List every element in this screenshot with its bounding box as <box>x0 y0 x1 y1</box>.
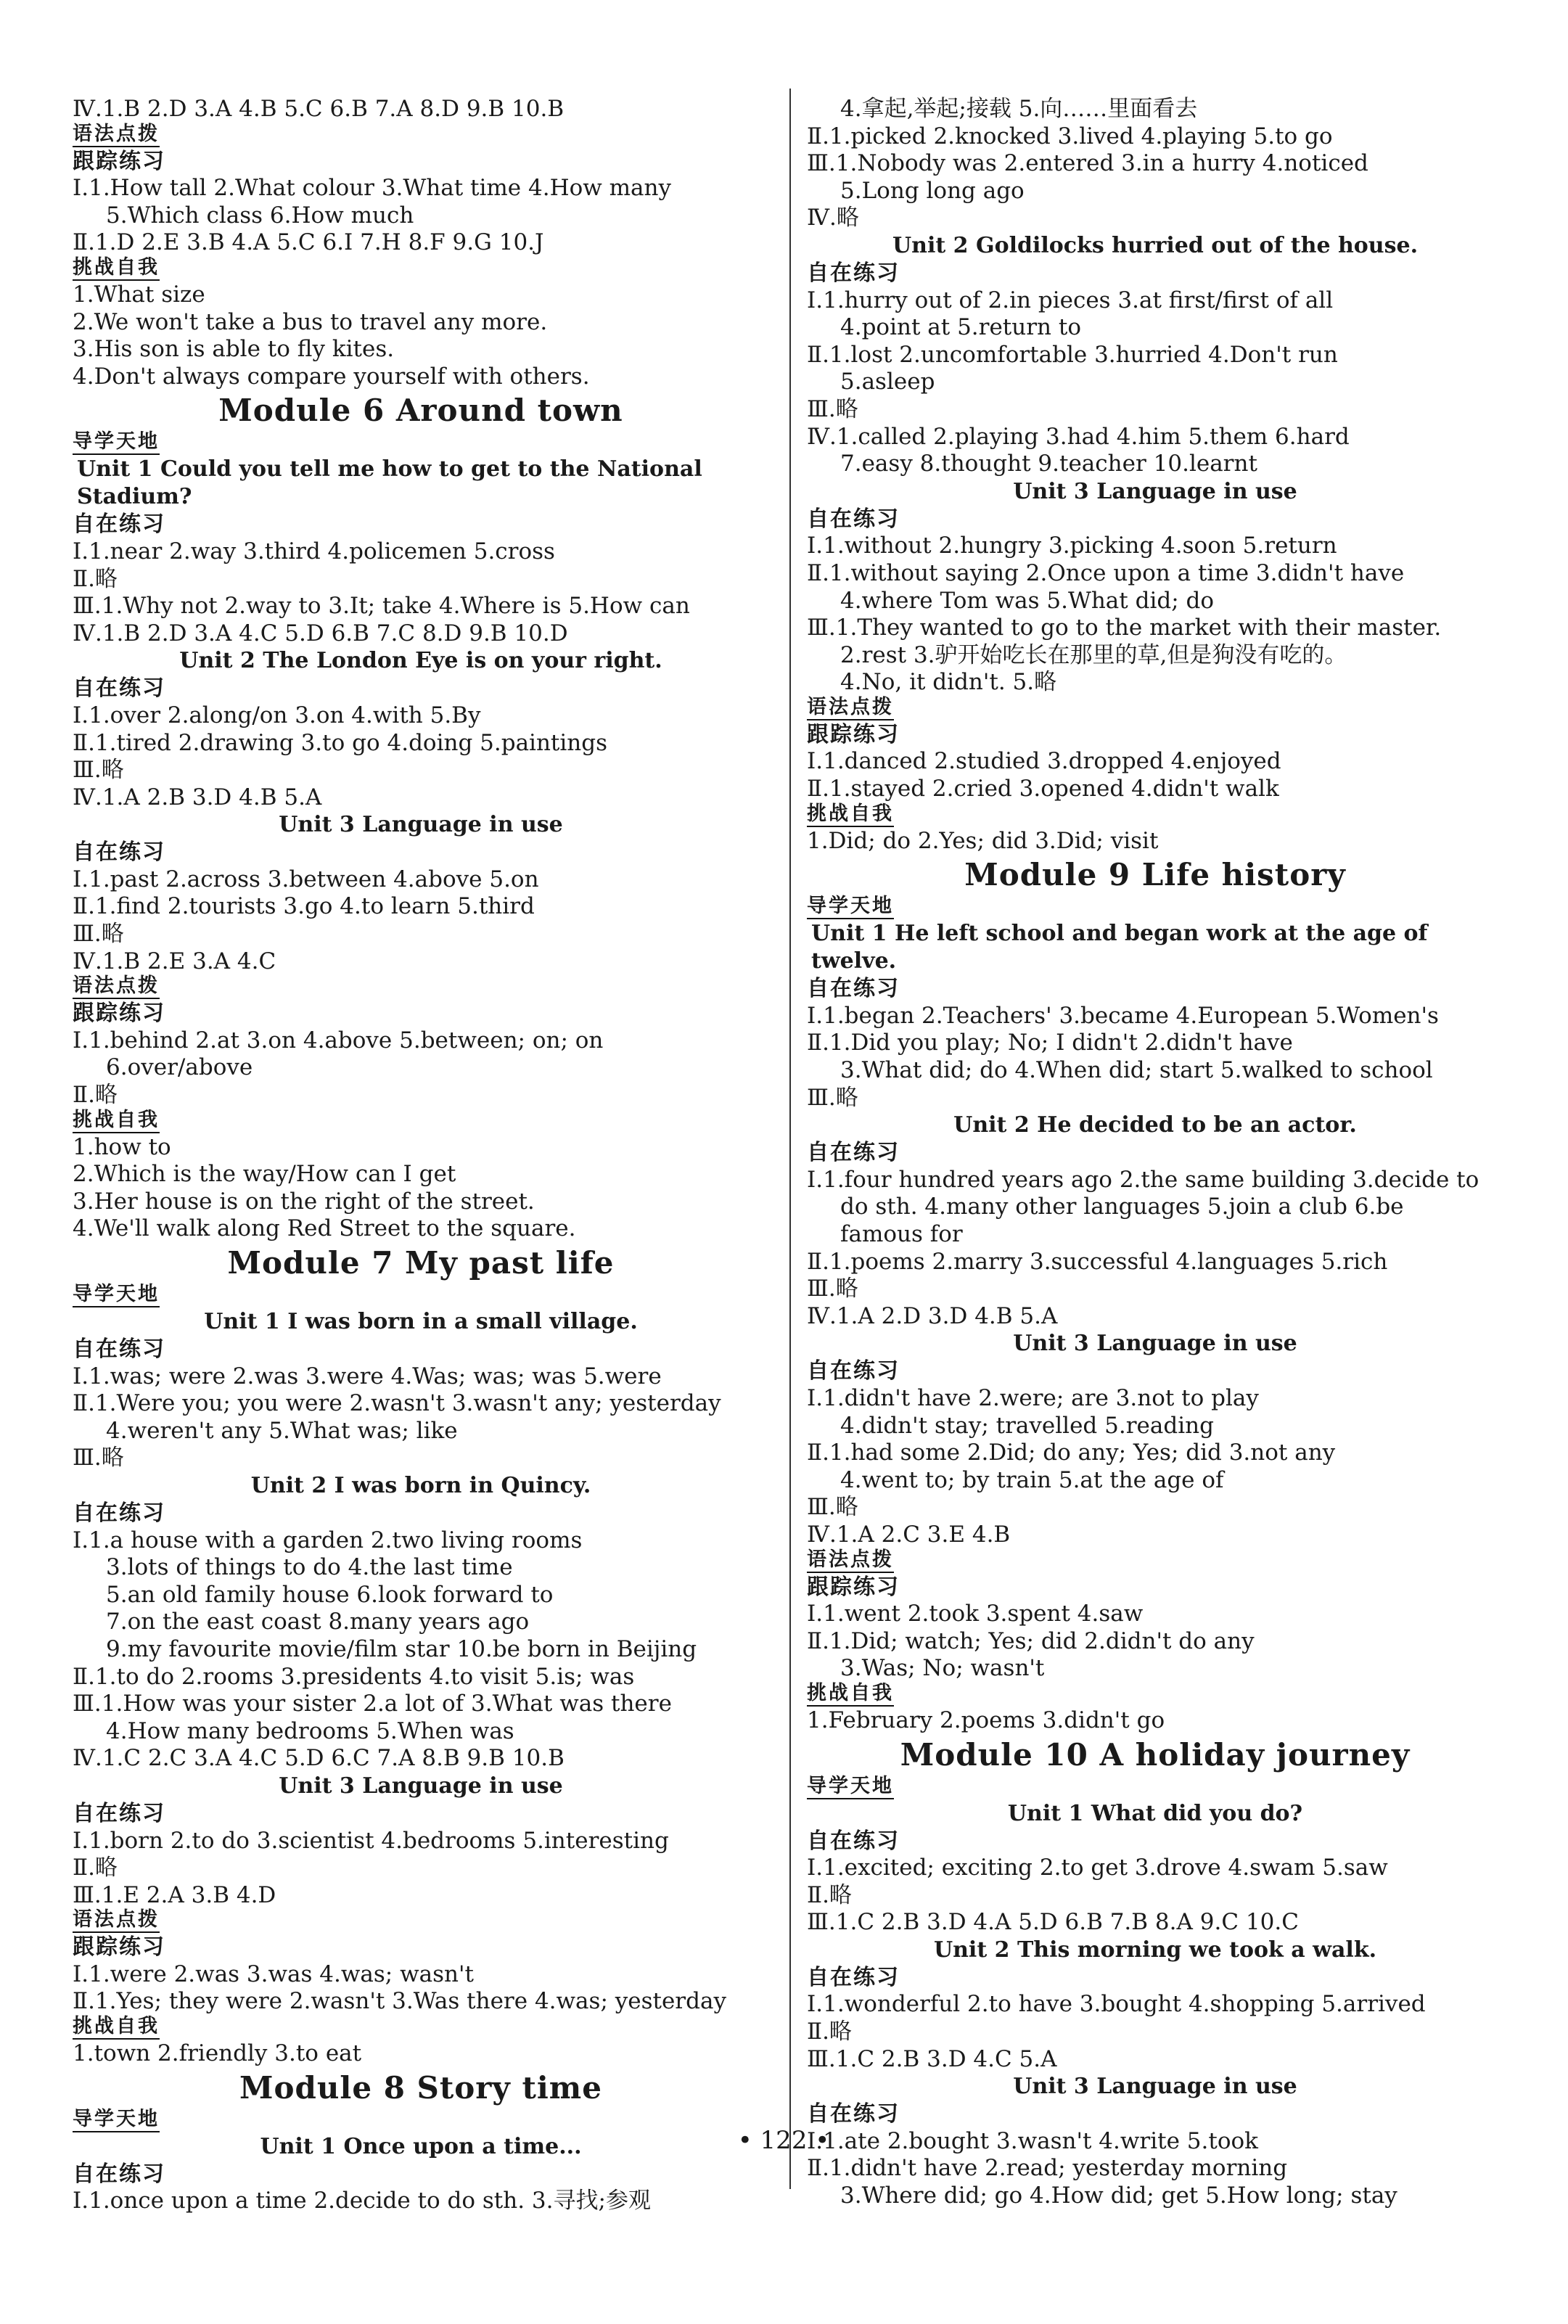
answer-line: Ⅰ.1.danced 2.studied 3.dropped 4.enjoyed <box>807 748 1281 775</box>
answer-line: Ⅰ.1.began 2.Teachers' 3.became 4.European 5.Women's <box>807 1002 1439 1029</box>
answer-line: Ⅰ.1.once upon a time 2.decide to do sth. 3.寻找;参观 <box>73 2188 651 2214</box>
answer-line: Ⅱ.1.tired 2.drawing 3.to go 4.doing 5.paintings <box>73 729 608 756</box>
answer-line: Ⅱ.1.lost 2.uncomfortable 3.hurried 4.Don't run <box>807 341 1338 368</box>
answer-line: 4.Don't always compare yourself with others. <box>73 363 590 390</box>
answer-line: 2.Which is the way/How can I get <box>73 1161 456 1188</box>
answer-line: 1.February 2.poems 3.didn't go <box>807 1707 1165 1733</box>
section-tag-text: 导学天地 <box>73 1283 160 1307</box>
answer-line: Ⅱ.1.Were you; you were 2.wasn't 3.wasn't any; yesterday <box>73 1390 721 1417</box>
section-tag <box>807 803 1503 828</box>
answer-line-continued: 3.What did; do 4.When did; start 5.walked to school <box>840 1057 1433 1084</box>
answer-line: Ⅱ.1.had some 2.Did; do any; Yes; did 3.not any <box>807 1440 1336 1466</box>
section-tag-text: 挑战自我 <box>807 1682 894 1707</box>
answer-line-continued: famous for <box>840 1221 963 1247</box>
section-tag-text: 导学天地 <box>807 895 894 919</box>
section-tag-text: 挑战自我 <box>807 802 894 827</box>
answer-line: Ⅱ.1.Did; watch; Yes; did 2.didn't do any <box>807 1627 1255 1654</box>
answer-line: Ⅲ.略 <box>807 1494 858 1521</box>
answer-line: Ⅰ.1.didn't have 2.were; are 3.not to play <box>807 1384 1259 1411</box>
section-tag-text: 语法点拨 <box>73 123 160 147</box>
answer-line: Ⅰ.1.born 2.to do 3.scientist 4.bedrooms 5.interesting <box>73 1827 669 1854</box>
section-tag <box>73 431 769 456</box>
answer-line: Ⅲ.略 <box>73 757 124 784</box>
answer-line: Ⅱ.1.stayed 2.cried 3.opened 4.didn't walk <box>807 776 1279 802</box>
unit-heading: Unit 1 He left school and began work at the age of twelve. <box>811 921 1428 974</box>
section-tag-text: 挑战自我 <box>73 1109 160 1133</box>
answer-line: 3.His son is able to fly kites. <box>73 336 395 363</box>
section-label: 自在练习 <box>73 2161 165 2187</box>
section-tag <box>807 895 1503 920</box>
unit-heading: Unit 3 Language in use <box>1013 1331 1297 1357</box>
unit-heading: Unit 2 Goldilocks hurried out of the house. <box>892 232 1419 258</box>
section-tag <box>73 257 769 282</box>
answer-line-continued: do sth. 4.many other languages 5.join a club 6.be <box>840 1194 1404 1220</box>
answer-line: Ⅰ.1.behind 2.at 3.on 4.above 5.between; on; on <box>73 1027 604 1054</box>
answer-line: 3.Her house is on the right of the street. <box>73 1188 535 1215</box>
section-label: 自在练习 <box>73 1800 165 1826</box>
answer-line: Ⅲ.1.C 2.B 3.D 4.A 5.D 6.B 7.B 8.A 9.C 10.C <box>807 1909 1299 1936</box>
answer-line-continued: 5.an old family house 6.look forward to <box>106 1581 554 1608</box>
answer-line-continued: 4.where Tom was 5.What did; do <box>840 587 1215 614</box>
module-heading: Module 9 Life history <box>964 857 1346 893</box>
answer-line: Ⅳ.略 <box>807 205 859 231</box>
answer-line: 1.What size <box>73 281 205 308</box>
answer-line: Ⅳ.1.B 2.D 3.A 4.C 5.D 6.B 7.C 8.D 9.B 10.D <box>73 620 568 646</box>
answer-line: Ⅳ.1.B 2.E 3.A 4.C <box>73 948 276 974</box>
section-tag <box>807 1683 1503 1707</box>
section-label: 跟踪练习 <box>807 721 900 747</box>
section-tag <box>73 2109 769 2133</box>
unit-heading: Unit 2 He decided to be an actor. <box>953 1112 1357 1138</box>
unit-heading: Unit 3 Language in use <box>1013 478 1297 504</box>
answer-line-continued: 4.didn't stay; travelled 5.reading <box>840 1412 1214 1439</box>
answer-line: Ⅰ.1.wonderful 2.to have 3.bought 4.shopping 5.arrived <box>807 1991 1426 2018</box>
answer-line: Ⅲ.1.How was your sister 2.a lot of 3.What was there <box>73 1691 672 1717</box>
answer-line: Ⅰ.1.went 2.took 3.spent 4.saw <box>807 1601 1144 1627</box>
answer-line: Ⅱ.略 <box>73 1082 118 1109</box>
section-tag-text: 语法点拨 <box>73 1908 160 1933</box>
answer-line: Ⅳ.1.called 2.playing 3.had 4.him 5.them 6.hard <box>807 423 1350 450</box>
module-heading: Module 7 My past life <box>227 1245 615 1281</box>
answer-line: Ⅱ.略 <box>73 565 118 592</box>
section-label: 自在练习 <box>807 1828 900 1854</box>
answer-line-continued: 2.rest 3.驴开始吃长在那里的草,但是狗没有吃的。 <box>840 641 1347 668</box>
answer-line: Ⅲ.1.C 2.B 3.D 4.C 5.A <box>807 2045 1057 2072</box>
section-tag <box>73 2016 769 2040</box>
answer-line: Ⅲ.1.E 2.A 3.B 4.D <box>73 1881 276 1908</box>
answer-line: Ⅲ.略 <box>73 1445 124 1471</box>
answer-line: Ⅱ.略 <box>73 1855 118 1881</box>
unit-heading: Unit 1 Once upon a time... <box>260 2133 582 2159</box>
answer-line: Ⅲ.略 <box>807 1276 858 1302</box>
answer-line-continued: 4.拿起,举起;接载 5.向……里面看去 <box>840 96 1198 122</box>
answer-line: Ⅰ.1.four hundred years ago 2.the same building 3.decide to <box>807 1166 1479 1193</box>
section-label: 自在练习 <box>807 1358 900 1384</box>
section-label: 跟踪练习 <box>73 1934 165 1960</box>
section-tag <box>73 975 769 1000</box>
section-tag-text: 语法点拨 <box>807 1548 894 1573</box>
unit-heading: Unit 2 The London Eye is on your right. <box>179 648 662 674</box>
section-tag <box>807 1775 1503 1800</box>
section-tag-text: 挑战自我 <box>73 2015 160 2040</box>
section-tag <box>73 123 769 148</box>
answer-line: Ⅲ.1.Why not 2.way to 3.It; take 4.Where is 5.How can <box>73 593 690 620</box>
unit-heading: Unit 1 What did you do? <box>1007 1800 1303 1826</box>
answer-line-continued: 4.went to; by train 5.at the age of <box>840 1466 1224 1493</box>
answer-line: Ⅱ.1.without saying 2.Once upon a time 3.didn't have <box>807 559 1405 586</box>
section-label: 自在练习 <box>73 676 165 702</box>
answer-line: 1.Did; do 2.Yes; did 3.Did; visit <box>807 827 1159 854</box>
section-label: 自在练习 <box>807 506 900 532</box>
unit-heading: Unit 1 I was born in a small village. <box>204 1309 638 1334</box>
section-tag <box>73 1909 769 1934</box>
answer-line-continued: 4.point at 5.return to <box>840 314 1081 341</box>
answer-line-continued: 4.No, it didn't. 5.略 <box>840 669 1057 696</box>
answer-line: Ⅰ.1.hurry out of 2.in pieces 3.at first/first of all <box>807 287 1334 313</box>
section-label: 自在练习 <box>73 1500 165 1526</box>
answer-line-continued: 7.on the east coast 8.many years ago <box>106 1609 530 1635</box>
answer-line: 1.how to <box>73 1133 171 1160</box>
answer-line: Ⅱ.1.poems 2.marry 3.successful 4.languages 5.rich <box>807 1248 1388 1275</box>
answer-line-continued: 4.weren't any 5.What was; like <box>106 1417 458 1444</box>
answer-line: 2.We won't take a bus to travel any more. <box>73 308 548 335</box>
section-label: 自在练习 <box>807 1140 900 1166</box>
section-tag <box>807 1549 1503 1574</box>
answer-line-continued: 3.lots of things to do 4.the last time <box>106 1554 513 1581</box>
answer-line-continued: 5.Which class 6.How much <box>106 202 414 229</box>
section-tag <box>73 1109 769 1134</box>
answer-line: Ⅳ.1.A 2.C 3.E 4.B <box>807 1521 1011 1548</box>
section-label: 自在练习 <box>73 1336 165 1362</box>
section-tag <box>73 1284 769 1308</box>
answer-line: Ⅰ.1.without 2.hungry 3.picking 4.soon 5.return <box>807 533 1337 559</box>
answer-line: Ⅰ.1.over 2.along/on 3.on 4.with 5.By <box>73 702 481 728</box>
answer-line: Ⅱ.略 <box>807 1881 852 1908</box>
section-tag-text: 导学天地 <box>807 1775 894 1799</box>
section-tag-text: 语法点拨 <box>807 696 894 720</box>
answer-line: Ⅰ.1.How tall 2.What colour 3.What time 4.How many <box>73 175 672 202</box>
answer-line: Ⅰ.1.was; were 2.was 3.were 4.Was; was; was 5.were <box>73 1363 662 1389</box>
answer-line: Ⅳ.1.B 2.D 3.A 4.B 5.C 6.B 7.A 8.D 9.B 10.B <box>73 96 565 122</box>
answer-line: 1.town 2.friendly 3.to eat <box>73 2040 362 2067</box>
answer-line-continued: 5.Long long ago <box>840 177 1025 204</box>
column-divider <box>789 89 791 2189</box>
module-heading: Module 8 Story time <box>239 2069 602 2106</box>
module-heading: Module 10 A holiday journey <box>900 1736 1411 1773</box>
answer-line-continued: 7.easy 8.thought 9.teacher 10.learnt <box>840 451 1257 477</box>
answer-line: Ⅱ.1.Yes; they were 2.wasn't 3.Was there 4.was; yesterday <box>73 1988 726 2015</box>
answer-line: Ⅲ.略 <box>73 921 124 948</box>
answer-line-continued: 3.Where did; go 4.How did; get 5.How long; stay <box>840 2183 1397 2209</box>
answer-line: Ⅱ.略 <box>807 2019 852 2045</box>
section-label: 跟踪练习 <box>73 148 165 174</box>
answer-line-continued: 6.over/above <box>106 1054 253 1081</box>
answer-line: Ⅳ.1.A 2.D 3.D 4.B 5.A <box>807 1302 1058 1329</box>
answer-line-continued: 9.my favourite movie/film star 10.be born in Beijing <box>106 1635 697 1662</box>
section-tag-text: 语法点拨 <box>73 974 160 999</box>
section-label: 跟踪练习 <box>807 1574 900 1600</box>
answer-line: Ⅳ.1.A 2.B 3.D 4.B 5.A <box>73 784 322 810</box>
unit-heading: Unit 2 I was born in Quincy. <box>250 1472 591 1498</box>
section-label: 自在练习 <box>73 512 165 538</box>
section-label: 跟踪练习 <box>73 1001 165 1027</box>
unit-heading: Unit 1 Could you tell me how to get to the National Stadium? <box>77 456 702 510</box>
answer-line: Ⅲ.略 <box>807 1084 858 1111</box>
answer-line-continued: 4.How many bedrooms 5.When was <box>106 1717 514 1744</box>
answer-line: Ⅰ.1.were 2.was 3.was 4.was; wasn't <box>73 1960 474 1987</box>
section-label: 自在练习 <box>73 839 165 866</box>
answer-line: Ⅰ.1.near 2.way 3.third 4.policemen 5.cross <box>73 538 555 564</box>
section-label: 自在练习 <box>807 976 900 1002</box>
left-column <box>73 96 769 2215</box>
unit-heading: Unit 2 This morning we took a walk. <box>933 1937 1377 1963</box>
answer-line-continued: 5.asleep <box>840 369 935 395</box>
section-tag-text: 导学天地 <box>73 2108 160 2132</box>
right-column <box>807 96 1503 2210</box>
answer-line: Ⅱ.1.picked 2.knocked 3.lived 4.playing 5.to go <box>807 123 1333 149</box>
answer-line: Ⅱ.1.to do 2.rooms 3.presidents 4.to visit 5.is; was <box>73 1663 635 1690</box>
unit-heading: Unit 3 Language in use <box>279 812 563 838</box>
unit-heading: Unit 3 Language in use <box>1013 2074 1297 2100</box>
answer-line: Ⅰ.1.past 2.across 3.between 4.above 5.on <box>73 866 539 892</box>
section-label: 自在练习 <box>807 1964 900 1990</box>
answer-line: Ⅲ.1.They wanted to go to the market with their master. <box>807 615 1442 641</box>
answer-line-continued: 3.Was; No; wasn't <box>840 1655 1045 1682</box>
answer-line: Ⅱ.1.Did you play; No; I didn't 2.didn't have <box>807 1030 1293 1056</box>
answer-line: 4.We'll walk along Red Street to the square. <box>73 1215 576 1242</box>
answer-line: Ⅳ.1.C 2.C 3.A 4.C 5.D 6.C 7.A 8.B 9.B 10.B <box>73 1745 565 1772</box>
answer-line: Ⅱ.1.didn't have 2.read; yesterday morning <box>807 2155 1288 2182</box>
answer-line: Ⅱ.1.D 2.E 3.B 4.A 5.C 6.I 7.H 8.F 9.G 10.J <box>73 229 544 256</box>
module-heading: Module 6 Around town <box>218 393 623 429</box>
answer-line: Ⅲ.略 <box>807 395 858 422</box>
section-tag-text: 挑战自我 <box>73 256 160 281</box>
answer-line: Ⅰ.1.ate 2.bought 3.wasn't 4.write 5.took <box>807 2127 1258 2154</box>
section-label: 自在练习 <box>807 260 900 286</box>
answer-line: Ⅰ.1.a house with a garden 2.two living rooms <box>73 1527 583 1553</box>
page-number: • 122 • <box>737 2126 830 2155</box>
section-tag <box>807 697 1503 721</box>
answer-line: Ⅱ.1.find 2.tourists 3.go 4.to learn 5.third <box>73 893 535 920</box>
unit-heading: Unit 3 Language in use <box>279 1773 563 1799</box>
answer-line: Ⅲ.1.Nobody was 2.entered 3.in a hurry 4.noticed <box>807 150 1368 177</box>
section-label: 自在练习 <box>807 2101 900 2127</box>
answer-line: Ⅰ.1.excited; exciting 2.to get 3.drove 4.swam 5.saw <box>807 1855 1388 1881</box>
section-tag-text: 导学天地 <box>73 430 160 455</box>
